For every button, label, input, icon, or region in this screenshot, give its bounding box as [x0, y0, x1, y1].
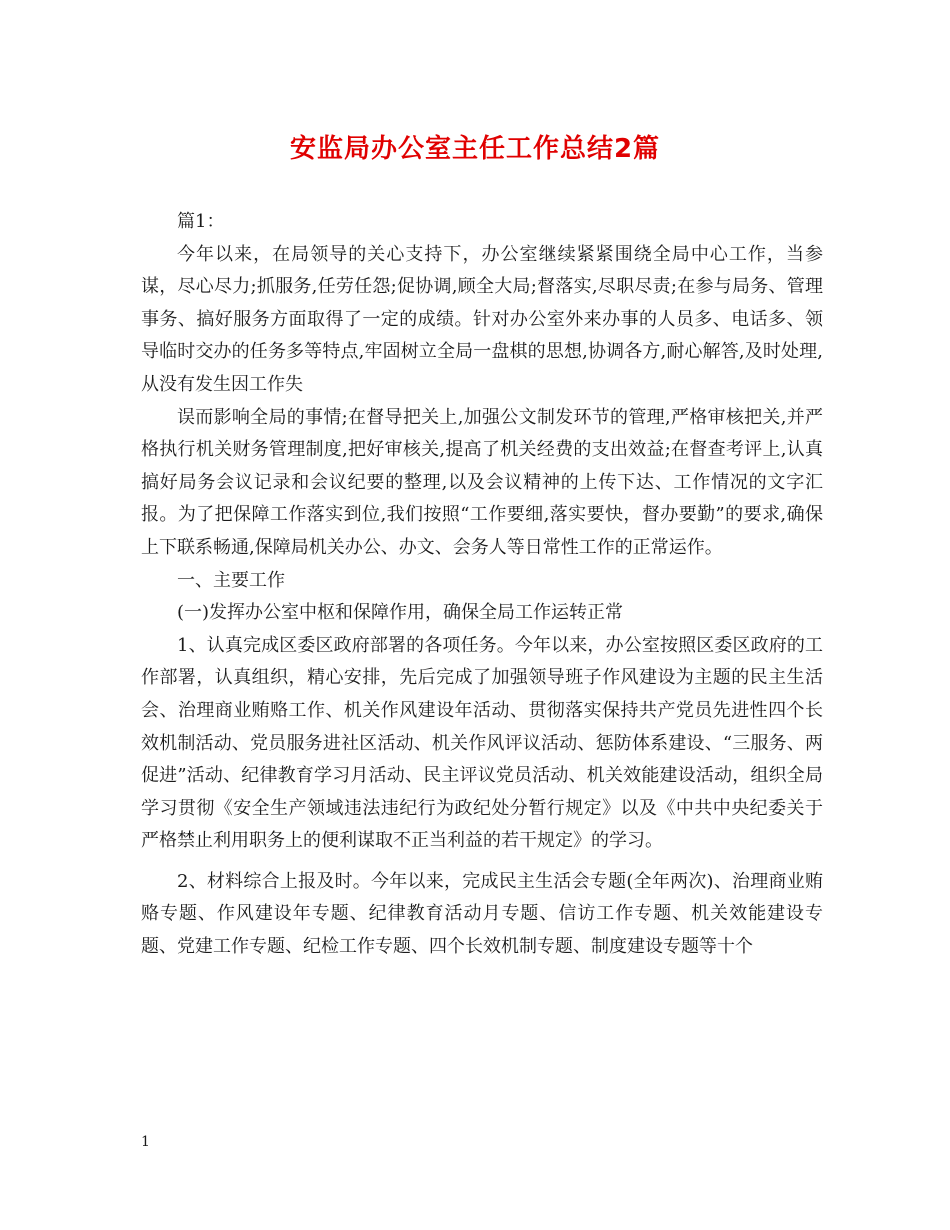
subsection-heading: (一)发挥办公室中枢和保障作用，确保全局工作运转正常: [177, 602, 624, 624]
paragraph: 今年以来，在局领导的关心支持下，办公室继续紧紧围绕全局中心工作，当参谋，尽心尽力;抓服务,任劳任怨;促协调,顾全大局;督落实,尽职尽责;在参与局务、管理事务、搞好服务方面取得了一定的成绩。针对办公室外来办事的人员多、电话多、领导临时交办的任务多等特点,牢固树立全局一盘棋的思想,协调各方,耐心解答,及时处理,从没有发生因工作失: [141, 243, 823, 395]
section-heading: 一、主要工作: [177, 569, 285, 591]
document-body: [141, 206, 823, 964]
section-heading: 篇1：: [177, 211, 225, 232]
page-number: 1: [141, 1134, 150, 1150]
paragraph: 误而影响全局的事情;在督导把关上,加强公文制发环节的管理,严格审核把关,并严格执行机关财务管理制度,把好审核关,提高了机关经费的支出效益;在督查考评上,认真搞好局务会议记录和会议纪要的整理,以及会议精神的上传下达、工作情况的文字汇报。为了把保障工作落实到位,我们按照“工作要细,落实要快，督办要勤”的要求,确保上下联系畅通,保障局机关办公、办文、会务人等日常性工作的正常运作。: [141, 406, 823, 558]
paragraph: 2、材料综合上报及时。今年以来，完成民主生活会专题(全年两次)、治理商业贿赂专题、作风建设年专题、纪律教育活动月专题、信访工作专题、机关效能建设专题、党建工作专题、纪检工作专题、四个长效机制专题、制度建设专题等十个: [141, 870, 823, 958]
paragraph: 1、认真完成区委区政府部署的各项任务。今年以来，办公室按照区委区政府的工作部署，认真组织，精心安排，先后完成了加强领导班子作风建设为主题的民主生活会、治理商业贿赂工作、机关作风建设年活动、贯彻落实保持共产党员先进性四个长效机制活动、党员服务进社区活动、机关作风评议活动、惩防体系建设、“三服务、两促进”活动、纪律教育学习月活动、民主评议党员活动、机关效能建设活动，组织全局学习贯彻《安全生产领域违法违纪行为政纪处分暂行规定》以及《中共中央纪委关于严格禁止利用职务上的便利谋取不正当利益的若干规定》的学习。: [141, 634, 823, 852]
document-title: 安监局办公室主任工作总结2篇: [289, 134, 661, 164]
